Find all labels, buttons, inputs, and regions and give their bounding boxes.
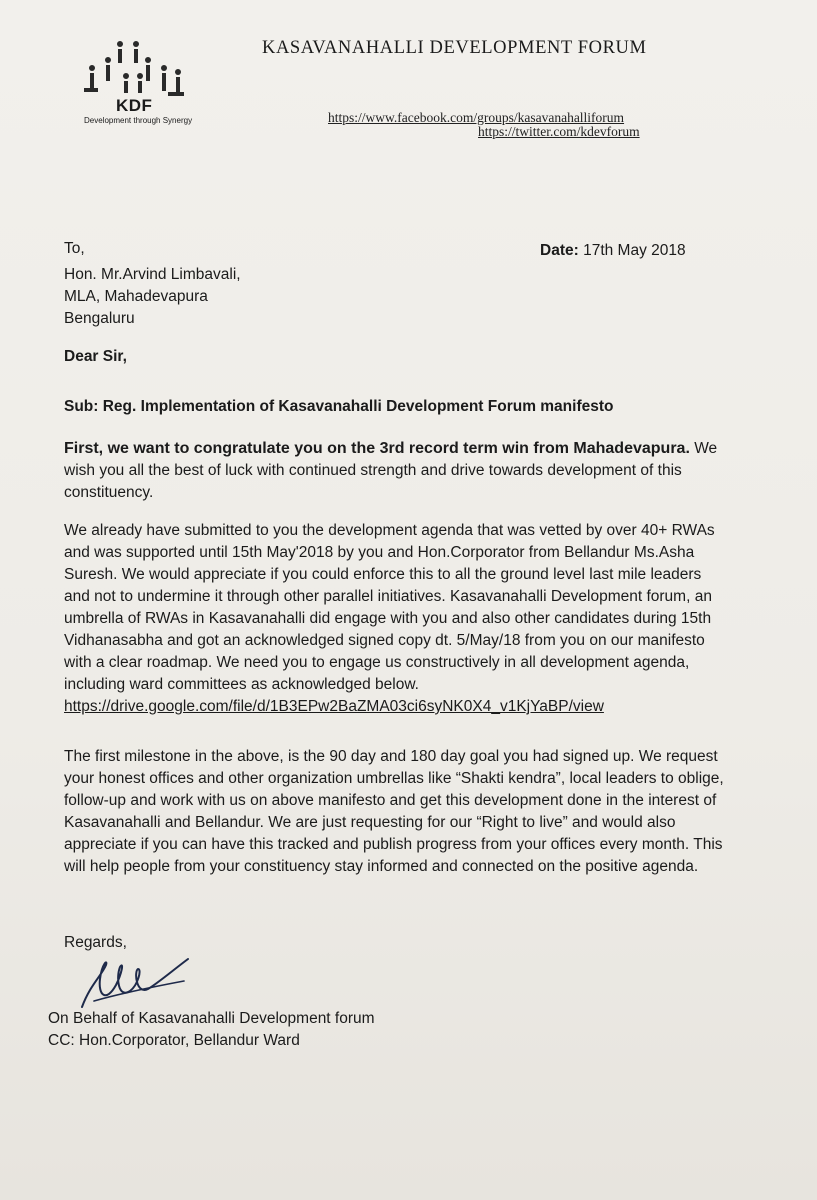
logo-abbreviation: KDF	[116, 96, 153, 115]
cc-line: CC: Hon.Corporator, Bellandur Ward	[48, 1032, 300, 1049]
para3-line: appreciate if you can have this tracked and publish progress from your offices every month. This	[64, 836, 723, 853]
para1-line	[64, 438, 717, 460]
date-label: Date:	[540, 242, 579, 259]
para2-line: Suresh. We would appreciate if you could enforce this to all the ground level last mile leaders	[64, 566, 702, 583]
date-value: 17th May 2018	[583, 242, 686, 259]
para2-line: and not to undermine it through other parallel initiatives. Kasavanahalli Development forum, an	[64, 588, 712, 605]
para2-line: umbrella of RWAs in Kasavanahalli did engage with you and also other candidates during 15th	[64, 610, 712, 627]
facebook-link[interactable]: https://www.facebook.com/groups/kasavanahalliforum	[328, 110, 625, 125]
paragraph-congratulations	[64, 438, 717, 504]
para1-line: constituency.	[64, 484, 154, 501]
para3-line: will help people from your constituency stay informed and connected on the positive agenda.	[64, 858, 699, 875]
para3-line: Kasavanahalli and Bellandur. We are just requesting for our “Right to live” and would also	[64, 814, 676, 831]
twitter-link[interactable]: https://twitter.com/kdevforum	[478, 124, 640, 139]
para3-line: your honest offices and other organization umbrellas like “Shakti kendra”, local leaders to oblige,	[64, 770, 724, 787]
para2-line: We already have submitted to you the development agenda that was vetted by over 40+ RWAs	[64, 522, 715, 539]
para2-line: with a clear roadmap. We need you to engage us constructively in all development agenda,	[64, 654, 690, 671]
para2-line: Vidhanasabha and got an acknowledged signed copy dt. 5/May/18 from you on our manifesto	[64, 632, 705, 649]
para1-line: wish you all the best of luck with continued strength and drive towards development of this	[64, 462, 682, 479]
para1-bold-lead: First, we want to congratulate you on the 3rd record term win from Mahadevapura.	[64, 440, 690, 457]
letter-date	[540, 240, 686, 262]
para3-line: The first milestone in the above, is the 90 day and 180 day goal you had signed up. We request	[64, 748, 718, 765]
recipient-title: MLA, Mahadevapura	[64, 288, 208, 305]
para2-line: including ward committees as acknowledged below.	[64, 676, 419, 693]
recipient-city: Bengaluru	[64, 310, 135, 327]
para1-line1-rest: We	[689, 440, 718, 457]
kdf-logo	[78, 38, 228, 138]
people-figures-icon	[78, 38, 228, 118]
paragraph-milestone	[64, 746, 724, 878]
logo-tagline: Development through Synergy	[84, 116, 193, 125]
organization-title: KASAVANAHALLI DEVELOPMENT FORUM	[262, 38, 647, 58]
para3-line: follow-up and work with us on above manifesto and get this development done in the interest of	[64, 792, 717, 809]
manifesto-drive-link[interactable]: https://drive.google.com/file/d/1B3EPw2BaZMA03ci6syNK0X4_v1KjYaBP/view	[64, 698, 604, 715]
regards: Regards,	[64, 934, 127, 951]
para2-line: and was supported until 15th May'2018 by you and Hon.Corporator from Bellandur Ms.Asha	[64, 544, 695, 561]
paragraph-agenda	[64, 520, 715, 718]
salutation: Dear Sir,	[64, 348, 127, 365]
recipient-name: Hon. Mr.Arvind Limbavali,	[64, 266, 241, 283]
on-behalf-line: On Behalf of Kasavanahalli Development forum	[48, 1010, 375, 1027]
subject-line: Sub: Reg. Implementation of Kasavanahalli Development Forum manifesto	[64, 398, 614, 415]
handwritten-signature	[72, 955, 202, 1015]
recipient-to: To,	[64, 240, 85, 257]
